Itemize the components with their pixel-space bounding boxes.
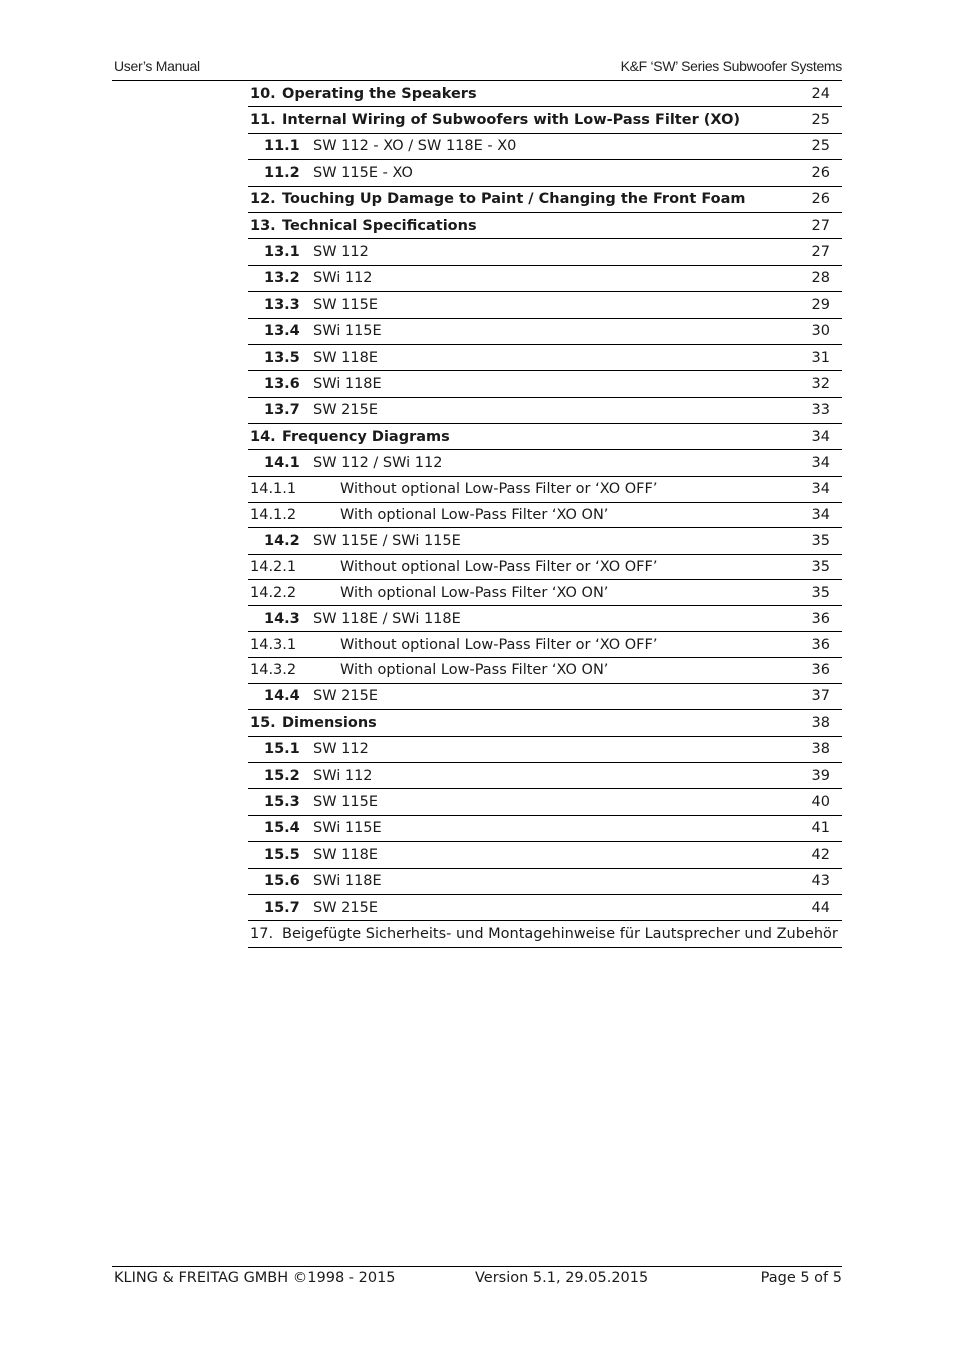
toc-entry[interactable] <box>248 816 842 842</box>
toc-entry-page: 37 <box>811 688 830 705</box>
toc-entry-title: SW 215E <box>313 688 378 705</box>
toc-entry-page: 26 <box>811 164 830 181</box>
toc-entry-title: Without optional Low-Pass Filter or ‘XO OFF’ <box>340 481 658 498</box>
toc-entry-title: SW 115E <box>313 296 378 313</box>
toc-entry[interactable] <box>248 319 842 345</box>
toc-entry[interactable] <box>248 107 842 133</box>
toc-entry-page: 30 <box>811 323 830 340</box>
toc-entry-number: 13.1 <box>264 244 300 261</box>
toc-entry[interactable] <box>248 555 842 581</box>
toc-entry-page: 44 <box>811 899 830 916</box>
footer-company: KLING & FREITAG GMBH ©1998 - 2015 <box>114 1270 396 1286</box>
toc-entry-page: 35 <box>811 558 830 575</box>
toc-entry-title: Beigefügte Sicherheits- und Montagehinweise für Lautsprecher und Zubehör <box>282 925 838 942</box>
toc-entry-title: SWi 118E <box>313 873 382 890</box>
toc-entry-title: SW 118E / SWi 118E <box>313 610 461 627</box>
toc-entry[interactable] <box>248 81 842 107</box>
toc-entry-number: 15.2 <box>264 767 300 784</box>
toc-entry-page: 41 <box>811 820 830 837</box>
toc-entry[interactable] <box>248 371 842 397</box>
toc-entry-number: 13.5 <box>264 349 300 366</box>
toc-entry-title: With optional Low-Pass Filter ‘XO ON’ <box>340 584 609 601</box>
toc-entry-title: SW 115E - XO <box>313 164 413 181</box>
toc-entry-page: 28 <box>811 270 830 287</box>
toc-entry-number: 14.4 <box>264 688 300 705</box>
toc-entry-page: 34 <box>811 506 830 523</box>
toc-entry-title: Operating the Speakers <box>282 85 477 102</box>
toc-entry[interactable] <box>248 424 842 450</box>
toc-entry[interactable] <box>248 450 842 476</box>
toc-entry-page: 25 <box>811 138 830 155</box>
toc-entry-page: 39 <box>811 767 830 784</box>
toc-entry-number: 14.2.1 <box>250 558 297 575</box>
toc-entry[interactable] <box>248 266 842 292</box>
toc-entry-title: Internal Wiring of Subwoofers with Low-Pass Filter (XO) <box>282 112 741 129</box>
toc-entry-number: 13.7 <box>264 402 300 419</box>
toc-entry-page: 35 <box>811 584 830 601</box>
page-footer <box>112 1266 842 1293</box>
toc-entry-title: SW 112 <box>313 244 369 261</box>
toc-entry-page: 40 <box>811 794 830 811</box>
header-product-series: K&F ‘SW’ Series Subwoofer Systems <box>620 58 842 74</box>
toc-entry[interactable] <box>248 632 842 658</box>
toc-entry-page: 36 <box>811 662 830 679</box>
toc-entry-title: SW 112 <box>313 741 369 758</box>
page-header <box>112 56 842 81</box>
toc-entry-page: 38 <box>811 714 830 731</box>
toc-entry-number: 15.6 <box>264 873 300 890</box>
toc-entry-title: Without optional Low-Pass Filter or ‘XO OFF’ <box>340 558 658 575</box>
toc-entry-title: Dimensions <box>282 714 377 731</box>
toc-entry[interactable] <box>248 239 842 265</box>
footer-page-number: Page 5 of 5 <box>760 1270 842 1286</box>
table-of-contents <box>248 81 842 948</box>
toc-entry-title: SW 115E / SWi 115E <box>313 532 461 549</box>
toc-entry-title: SW 215E <box>313 402 378 419</box>
toc-entry-title: SW 112 / SWi 112 <box>313 455 443 472</box>
toc-entry-number: 14.2.2 <box>250 584 297 601</box>
toc-entry-number: 13.3 <box>264 296 300 313</box>
toc-entry-title: Frequency Diagrams <box>282 428 450 445</box>
toc-entry-number: 15.4 <box>264 820 300 837</box>
toc-entry[interactable] <box>248 503 842 529</box>
toc-entry-title: SWi 112 <box>313 270 373 287</box>
toc-entry-number: 14.3.1 <box>250 636 297 653</box>
toc-entry[interactable] <box>248 213 842 239</box>
toc-entry-title: SWi 118E <box>313 375 382 392</box>
toc-entry[interactable] <box>248 684 842 710</box>
toc-entry-number: 13. <box>250 217 276 234</box>
toc-entry-number: 11.2 <box>264 164 300 181</box>
toc-entry-title: SW 118E <box>313 349 378 366</box>
toc-entry-page: 35 <box>811 532 830 549</box>
footer-version: Version 5.1, 29.05.2015 <box>475 1270 649 1286</box>
toc-entry-page: 34 <box>811 455 830 472</box>
toc-entry-number: 14.1.2 <box>250 506 297 523</box>
toc-entry-number: 13.4 <box>264 323 300 340</box>
toc-entry[interactable] <box>248 789 842 815</box>
toc-entry[interactable] <box>248 160 842 186</box>
toc-entry[interactable] <box>248 345 842 371</box>
toc-entry-number: 14.1 <box>264 455 300 472</box>
toc-entry[interactable] <box>248 658 842 684</box>
toc-entry-title: SW 118E <box>313 846 378 863</box>
toc-entry-page: 27 <box>811 217 830 234</box>
toc-entry-page: 24 <box>811 85 830 102</box>
toc-entry-page: 33 <box>811 402 830 419</box>
toc-entry-number: 15.1 <box>264 741 300 758</box>
toc-entry-number: 14.3.2 <box>250 662 297 679</box>
toc-entry-number: 12. <box>250 191 276 208</box>
toc-entry-number: 15.5 <box>264 846 300 863</box>
toc-entry-number: 14.2 <box>264 532 300 549</box>
toc-entry-title: Technical Specifications <box>282 217 477 234</box>
toc-entry[interactable] <box>248 763 842 789</box>
toc-entry-number: 11. <box>250 112 276 129</box>
toc-entry-page: 25 <box>811 112 830 129</box>
toc-entry[interactable] <box>248 737 842 763</box>
toc-entry[interactable] <box>248 134 842 160</box>
toc-entry[interactable] <box>248 710 842 736</box>
toc-entry[interactable] <box>248 606 842 632</box>
toc-entry-title: SW 112 - XO / SW 118E - X0 <box>313 138 517 155</box>
toc-entry-number: 14.3 <box>264 610 300 627</box>
toc-entry[interactable] <box>248 528 842 554</box>
toc-entry-number: 13.2 <box>264 270 300 287</box>
toc-entry-number: 11.1 <box>264 138 300 155</box>
toc-entry-page: 36 <box>811 636 830 653</box>
toc-entry[interactable] <box>248 842 842 868</box>
toc-entry[interactable] <box>248 187 842 213</box>
toc-entry-page: 32 <box>811 375 830 392</box>
toc-entry-page: 38 <box>811 741 830 758</box>
toc-entry-number: 10. <box>250 85 276 102</box>
toc-entry-title: SWi 115E <box>313 820 382 837</box>
toc-entry-title: SWi 112 <box>313 767 373 784</box>
toc-entry-title: Without optional Low-Pass Filter or ‘XO OFF’ <box>340 636 658 653</box>
toc-entry-page: 29 <box>811 296 830 313</box>
toc-entry-page: 36 <box>811 610 830 627</box>
toc-entry-number: 17. <box>250 925 274 942</box>
toc-entry-number: 15.7 <box>264 899 300 916</box>
toc-entry-page: 27 <box>811 244 830 261</box>
toc-entry-title: Touching Up Damage to Paint / Changing the Front Foam <box>282 191 746 208</box>
toc-entry-number: 15.3 <box>264 794 300 811</box>
toc-entry-title: SW 115E <box>313 794 378 811</box>
toc-entry-number: 14.1.1 <box>250 481 297 498</box>
toc-entry-number: 15. <box>250 714 276 731</box>
toc-entry[interactable] <box>248 398 842 424</box>
toc-entry-title: With optional Low-Pass Filter ‘XO ON’ <box>340 506 609 523</box>
toc-entry-page: 42 <box>811 846 830 863</box>
toc-entry-page: 34 <box>811 428 830 445</box>
toc-entry[interactable] <box>248 580 842 606</box>
toc-entry-number: 14. <box>250 428 276 445</box>
toc-entry-title: SWi 115E <box>313 323 382 340</box>
toc-entry-page: 34 <box>811 481 830 498</box>
toc-entry[interactable] <box>248 477 842 503</box>
toc-entry[interactable] <box>248 869 842 895</box>
toc-entry-number: 13.6 <box>264 375 300 392</box>
toc-entry-page: 43 <box>811 873 830 890</box>
toc-entry-page: 26 <box>811 191 830 208</box>
toc-entry-title: With optional Low-Pass Filter ‘XO ON’ <box>340 662 609 679</box>
toc-entry-page: 31 <box>811 349 830 366</box>
toc-entry[interactable] <box>248 895 842 921</box>
toc-entry[interactable] <box>248 921 842 947</box>
toc-entry[interactable] <box>248 292 842 318</box>
toc-entry-title: SW 215E <box>313 899 378 916</box>
header-doc-type: User’s Manual <box>114 58 200 74</box>
